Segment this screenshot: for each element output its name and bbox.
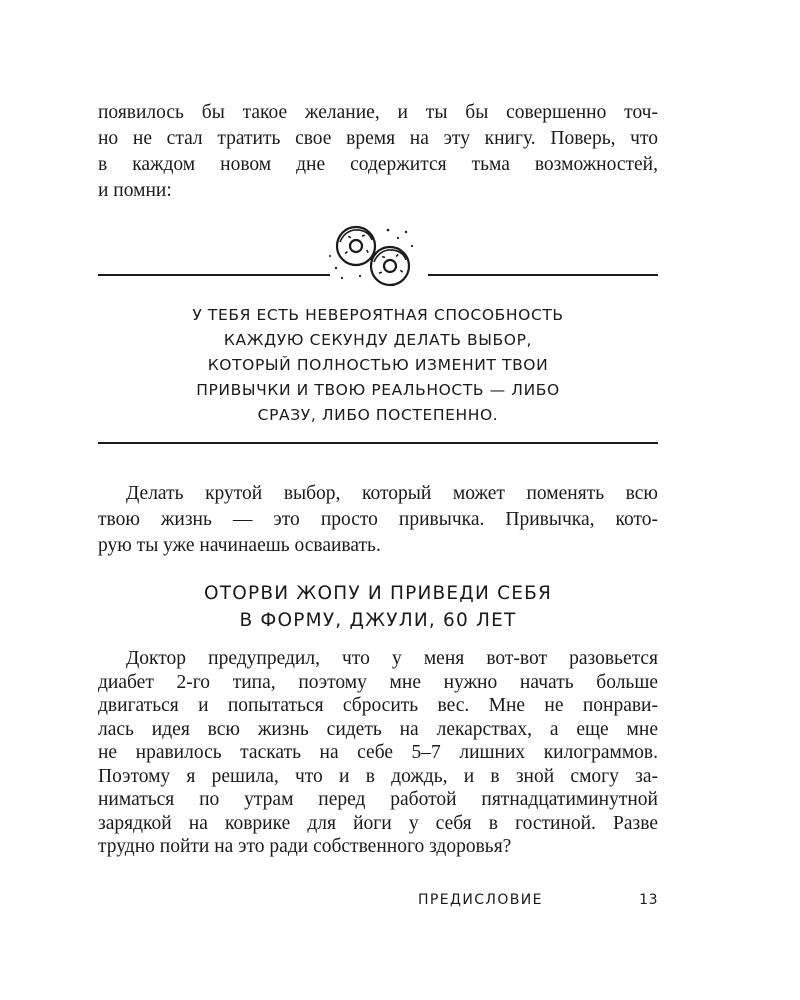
callout-line: СРАЗУ, ЛИБО ПОСТЕПЕННО. xyxy=(257,406,499,424)
donuts-icon xyxy=(326,222,422,288)
callout-line: КОТОРЫЙ ПОЛНОСТЬЮ ИЗМЕНИТ ТВОИ xyxy=(207,356,549,374)
text-line: трудно пойти на это ради собственного здоровья? xyxy=(98,836,512,857)
heading-line: ОТОРВИ ЖОПУ И ПРИВЕДИ СЕБЯ xyxy=(203,583,553,604)
callout-line: КАЖДУЮ СЕКУНДУ ДЕЛАТЬ ВЫБОР, xyxy=(223,331,533,349)
text-line: Доктор предупредил, что у меня вот-вот разовьется xyxy=(126,648,658,669)
body-paragraph xyxy=(98,481,658,559)
callout-bottom-rule xyxy=(98,442,658,444)
text-line: зарядкой на коврике для йоги у себя в гостиной. Разве xyxy=(98,812,658,834)
text-line: появилось бы такое желание, и ты бы совершенно точ- xyxy=(98,102,658,123)
text-line: Поэтому я решила, что и в дождь, и в зной смогу за- xyxy=(98,765,658,787)
text-line: двигаться и попытаться сбросить вес. Мне не понрави- xyxy=(98,695,658,716)
callout-top-rule-right xyxy=(428,274,658,276)
text-line: диабет 2-го типа, поэтому мне нужно начать больше xyxy=(98,671,658,693)
text-line: рую ты уже начинаешь осваивать. xyxy=(98,535,381,556)
text-line: и помни: xyxy=(98,180,172,201)
callout-line: У ТЕБЯ ЕСТЬ НЕВЕРОЯТНАЯ СПОСОБНОСТЬ xyxy=(192,306,564,324)
page-number: 13 xyxy=(639,892,658,908)
text-line: лась идея всю жизнь сидеть на лекарствах, а еще мне xyxy=(98,718,658,740)
text-line: Делать крутой выбор, который может поменять всю xyxy=(126,483,658,504)
callout-line: ПРИВЫЧКИ И ТВОЮ РЕАЛЬНОСТЬ — ЛИБО xyxy=(196,381,560,399)
text-line: твою жизнь — это просто привычка. Привычка, кото- xyxy=(98,509,658,530)
text-line: в каждом новом дне содержится тьма возможностей, xyxy=(98,154,658,175)
text-line: ниматься по утрам перед работой пятнадцатиминутной xyxy=(98,789,658,810)
intro-paragraph xyxy=(98,100,658,204)
heading-line: В ФОРМУ, ДЖУЛИ, 60 ЛЕТ xyxy=(239,610,517,631)
section-paragraph xyxy=(98,646,658,882)
text-line: но не стал тратить свое время на эту книгу. Поверь, что xyxy=(98,128,658,149)
running-footer-section: ПРЕДИСЛОВИЕ xyxy=(418,892,543,908)
callout-top-rule-left xyxy=(98,274,330,276)
text-line: не нравилось таскать на себе 5–7 лишних килограммов. xyxy=(98,742,658,763)
